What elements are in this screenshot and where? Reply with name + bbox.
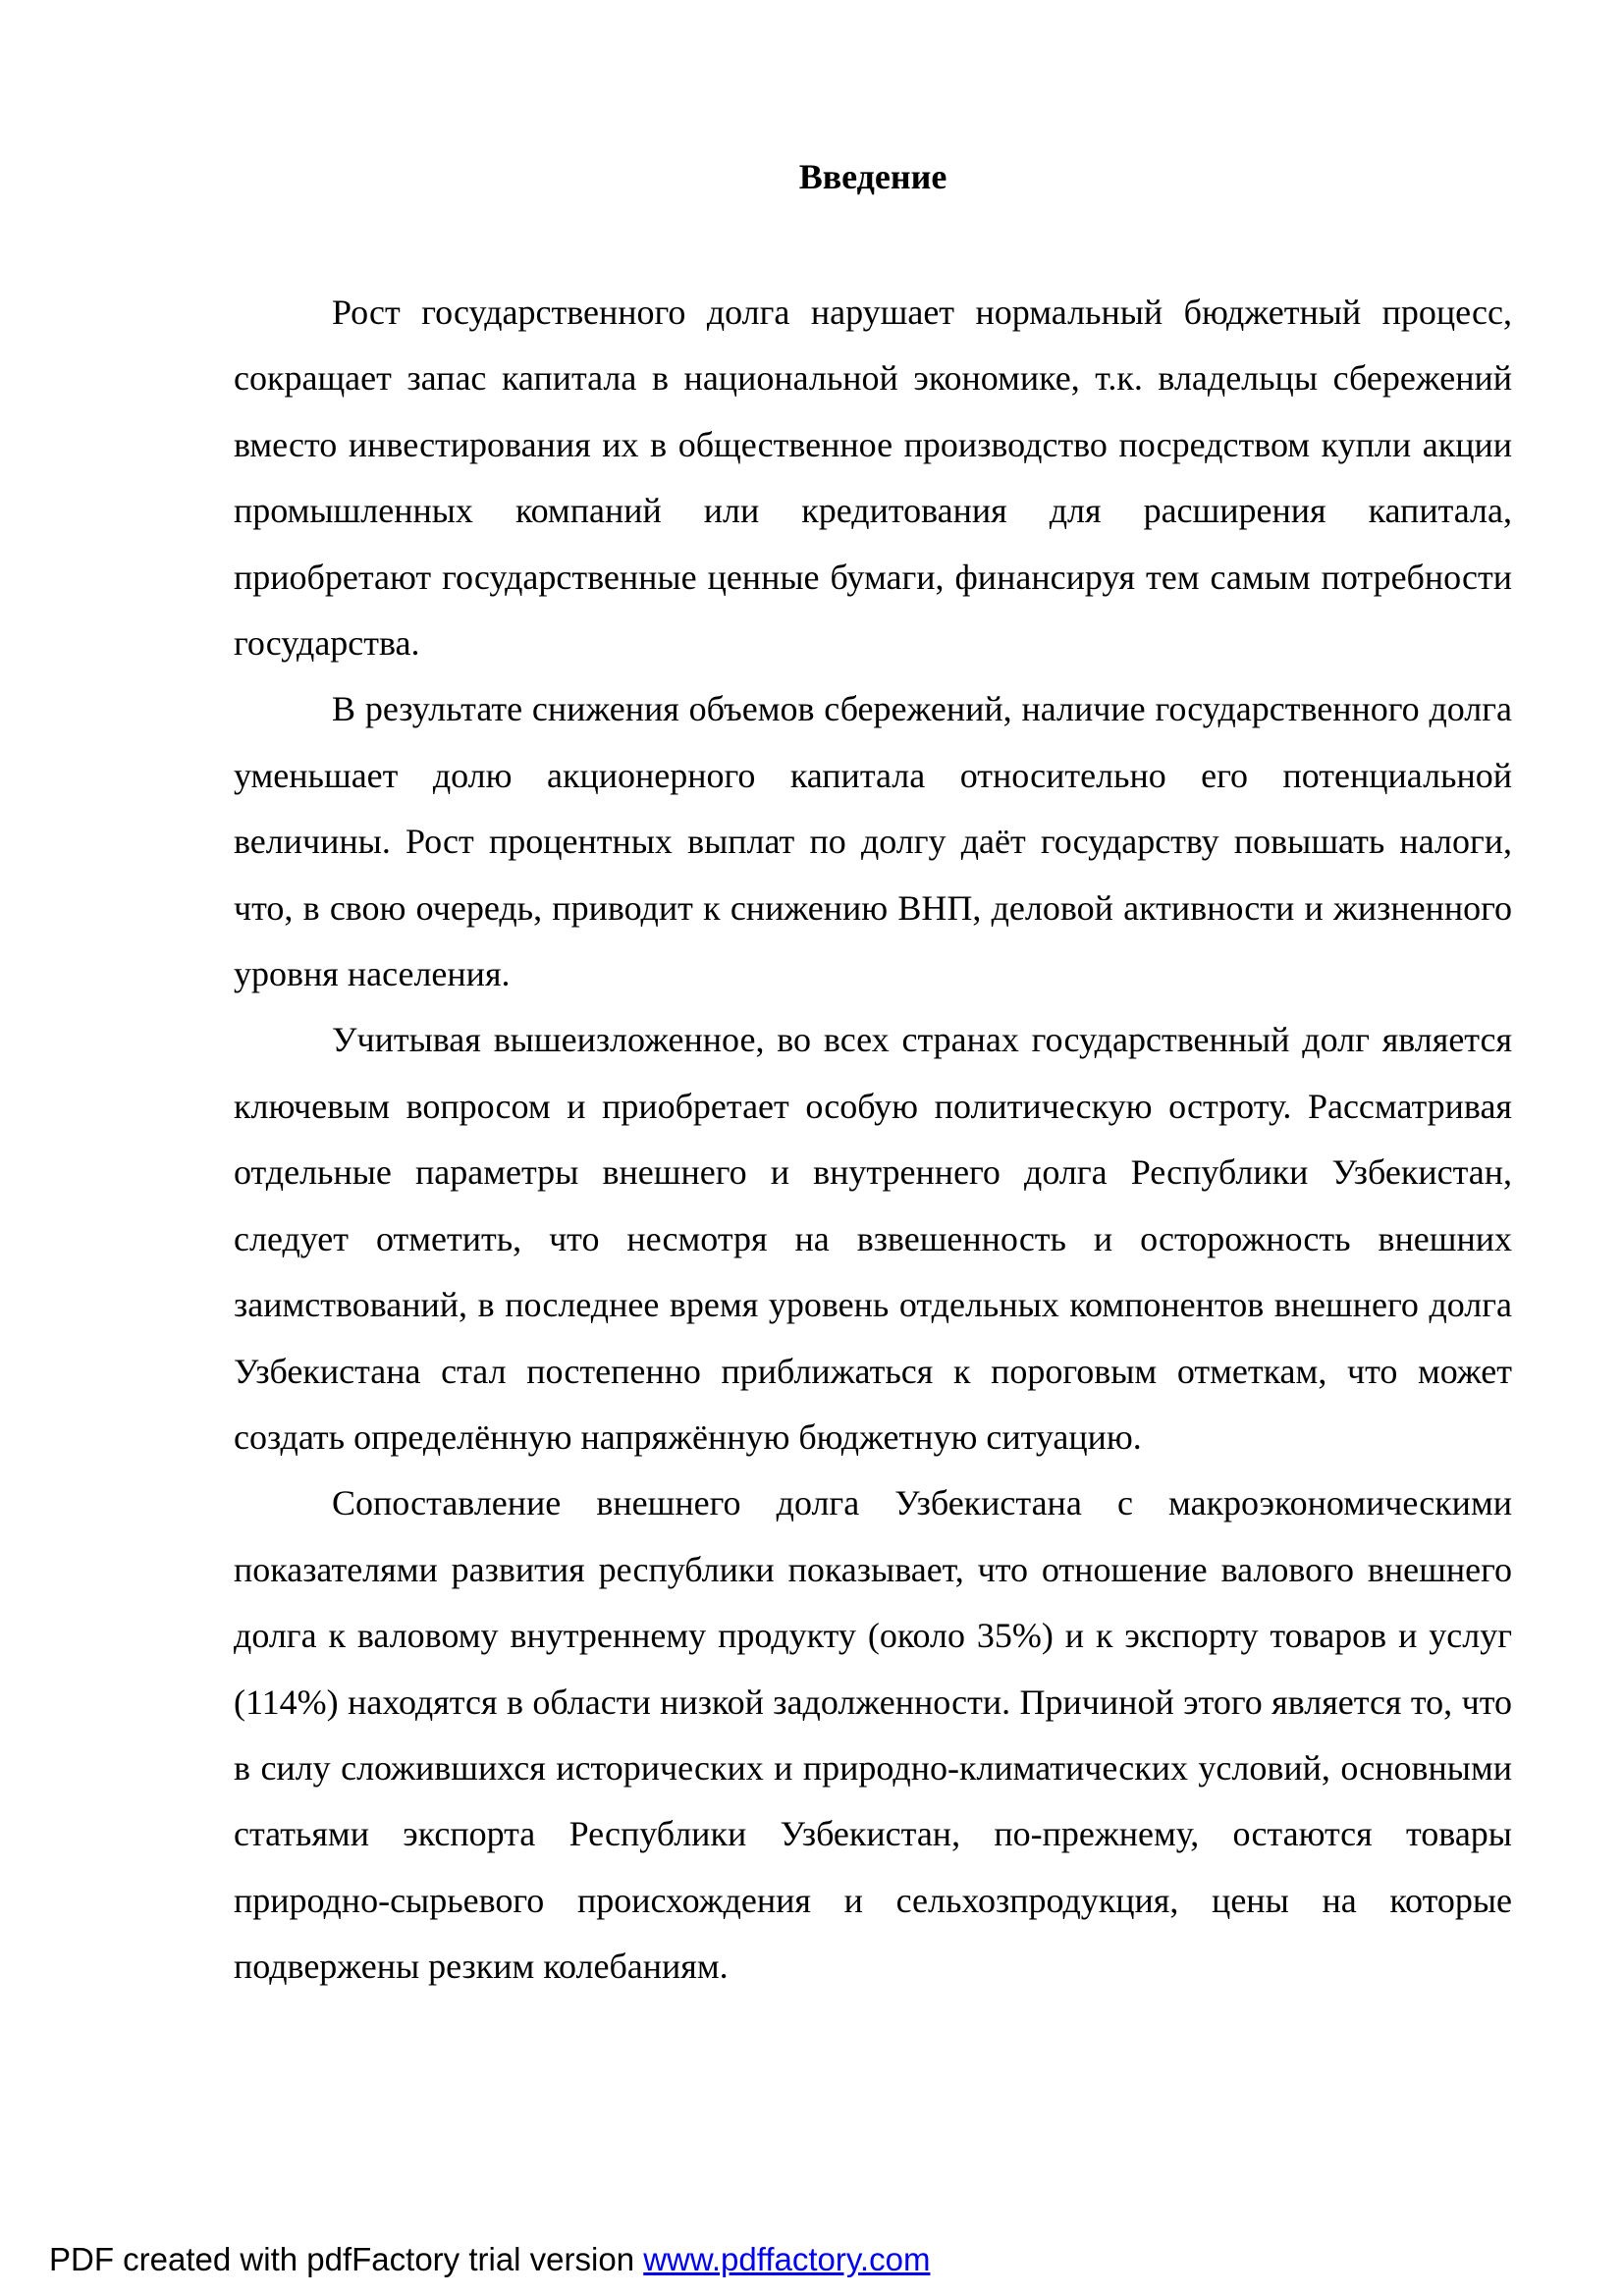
footer-link[interactable]: www.pdffactory.com [643,2241,931,2277]
paragraph: Рост государственного долга нарушает нормальный бюджетный процесс, сокращает запас капитала в национальной экономике, т.к. владельцы сбережений вместо инвестирования их в общественное производство посредством купли акции промышленных компаний или кредитования для расширения капитала, приобретают государственные ценные бумаги, финансируя тем самым потребности государства. [234,293,1512,664]
document-body [234,280,1512,2001]
document-title: Введение [798,157,947,196]
paragraph: В результате снижения объемов сбережений, наличие государственного долга уменьшает долю акционерного капитала относительно его потенциальной величины. Рост процентных выплат по долгу даёт государству повышать налоги, что, в свою очередь, приводит к снижению ВНП, деловой активности и жизненного уровня населения. [234,689,1512,994]
pdf-footer [49,2240,930,2279]
footer-text: PDF created with pdfFactory trial version [49,2241,644,2277]
paragraph: Сопоставление внешнего долга Узбекистана с макроэкономическими показателями развития республики показывает, что отношение валового внешнего долга к валовому внутреннему продукту (около 35%) и к экспорту товаров и услуг (114%) находятся в области низкой задолженности. Причиной этого является то, что в силу сложившихся исторических и природно-климатических условий, основными статьями экспорта Республики Узбекистан, по-прежнему, остаются товары природно-сырьевого происхождения и сельхозпродукция, цены на которые подвержены резким колебаниям. [234,1483,1512,1987]
paragraph: Учитывая вышеизложенное, во всех странах государственный долг является ключевым вопросом и приобретает особую политическую остроту. Рассматривая отдельные параметры внешнего и внутреннего долга Республики Узбекистан, следует отметить, что несмотря на взвешенность и осторожность внешних заимствований, в последнее время уровень отдельных компонентов внешнего долга Узбекистана стал постепенно приближаться к пороговым отметкам, что может создать определённую напряжённую бюджетную ситуацию. [234,1020,1512,1457]
